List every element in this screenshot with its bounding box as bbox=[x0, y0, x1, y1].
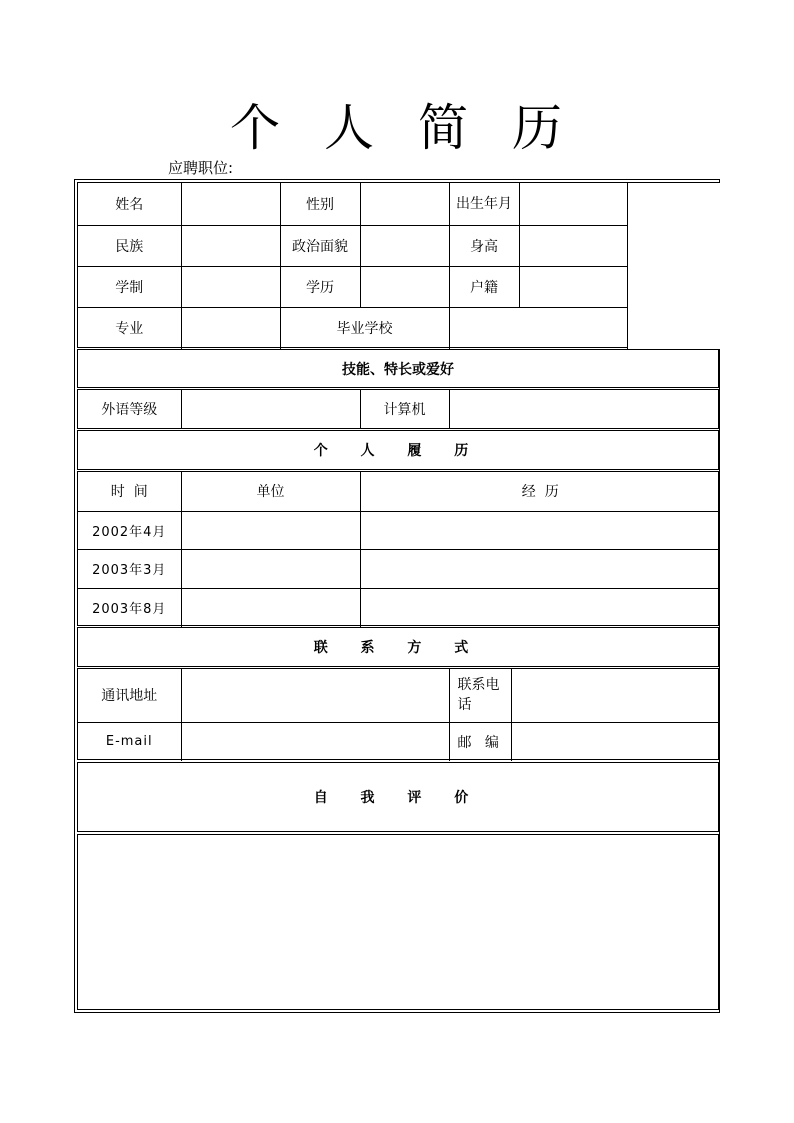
ethnicity-field[interactable] bbox=[181, 225, 280, 266]
self-eval-header: 自 我 评 价 bbox=[77, 762, 719, 832]
name-label: 姓名 bbox=[78, 183, 181, 225]
schooling-field[interactable] bbox=[181, 266, 280, 307]
photo-box[interactable] bbox=[627, 183, 720, 349]
self-eval-field[interactable] bbox=[77, 834, 719, 1010]
basic-info-section bbox=[77, 182, 719, 348]
education-label: 学历 bbox=[280, 266, 360, 307]
political-field[interactable] bbox=[360, 225, 449, 266]
computer-label: 计算机 bbox=[360, 390, 449, 428]
gender-field[interactable] bbox=[360, 183, 449, 225]
education-field[interactable] bbox=[360, 266, 449, 307]
phone-field[interactable] bbox=[511, 669, 720, 722]
computer-field[interactable] bbox=[449, 390, 720, 428]
phone-label: 联系电话 bbox=[449, 669, 511, 722]
skills-header: 技能、特长或爱好 bbox=[77, 349, 719, 388]
experience-column-header: 经 历 bbox=[360, 472, 720, 511]
postcode-field[interactable] bbox=[511, 722, 720, 761]
history-time: 2002年4月 bbox=[78, 511, 181, 549]
email-label: E-mail bbox=[78, 722, 181, 761]
major-field[interactable] bbox=[181, 307, 280, 349]
birth-label: 出生年月 bbox=[449, 183, 519, 225]
height-field[interactable] bbox=[519, 225, 627, 266]
major-label: 专业 bbox=[78, 307, 181, 349]
history-time: 2003年8月 bbox=[78, 588, 181, 627]
history-experience-field[interactable] bbox=[360, 588, 720, 627]
email-field[interactable] bbox=[181, 722, 449, 761]
address-label: 通讯地址 bbox=[78, 669, 181, 722]
history-unit-field[interactable] bbox=[181, 549, 360, 588]
gender-label: 性别 bbox=[280, 183, 360, 225]
graduate-school-field[interactable] bbox=[449, 307, 627, 349]
unit-column-header: 单位 bbox=[181, 472, 360, 511]
history-experience-field[interactable] bbox=[360, 511, 720, 549]
time-column-header: 时 间 bbox=[78, 472, 181, 511]
foreign-language-label: 外语等级 bbox=[78, 390, 181, 428]
history-unit-field[interactable] bbox=[181, 588, 360, 627]
name-field[interactable] bbox=[181, 183, 280, 225]
skills-section bbox=[77, 389, 719, 429]
history-experience-field[interactable] bbox=[360, 549, 720, 588]
history-unit-field[interactable] bbox=[181, 511, 360, 549]
height-label: 身高 bbox=[449, 225, 519, 266]
schooling-label: 学制 bbox=[78, 266, 181, 307]
household-field[interactable] bbox=[519, 266, 627, 307]
history-header: 个 人 履 历 bbox=[77, 430, 719, 470]
contact-header: 联 系 方 式 bbox=[77, 627, 719, 667]
position-label: 应聘职位: bbox=[168, 159, 234, 177]
graduate-school-label: 毕业学校 bbox=[280, 307, 449, 349]
contact-section bbox=[77, 668, 719, 760]
foreign-language-field[interactable] bbox=[181, 390, 360, 428]
household-label: 户籍 bbox=[449, 266, 519, 307]
page-title: 个人简历 bbox=[230, 99, 606, 157]
ethnicity-label: 民族 bbox=[78, 225, 181, 266]
political-label: 政治面貌 bbox=[280, 225, 360, 266]
address-field[interactable] bbox=[181, 669, 449, 722]
history-time: 2003年3月 bbox=[78, 549, 181, 588]
history-section bbox=[77, 471, 719, 626]
birth-field[interactable] bbox=[519, 183, 627, 225]
postcode-label: 邮 编 bbox=[449, 722, 511, 761]
